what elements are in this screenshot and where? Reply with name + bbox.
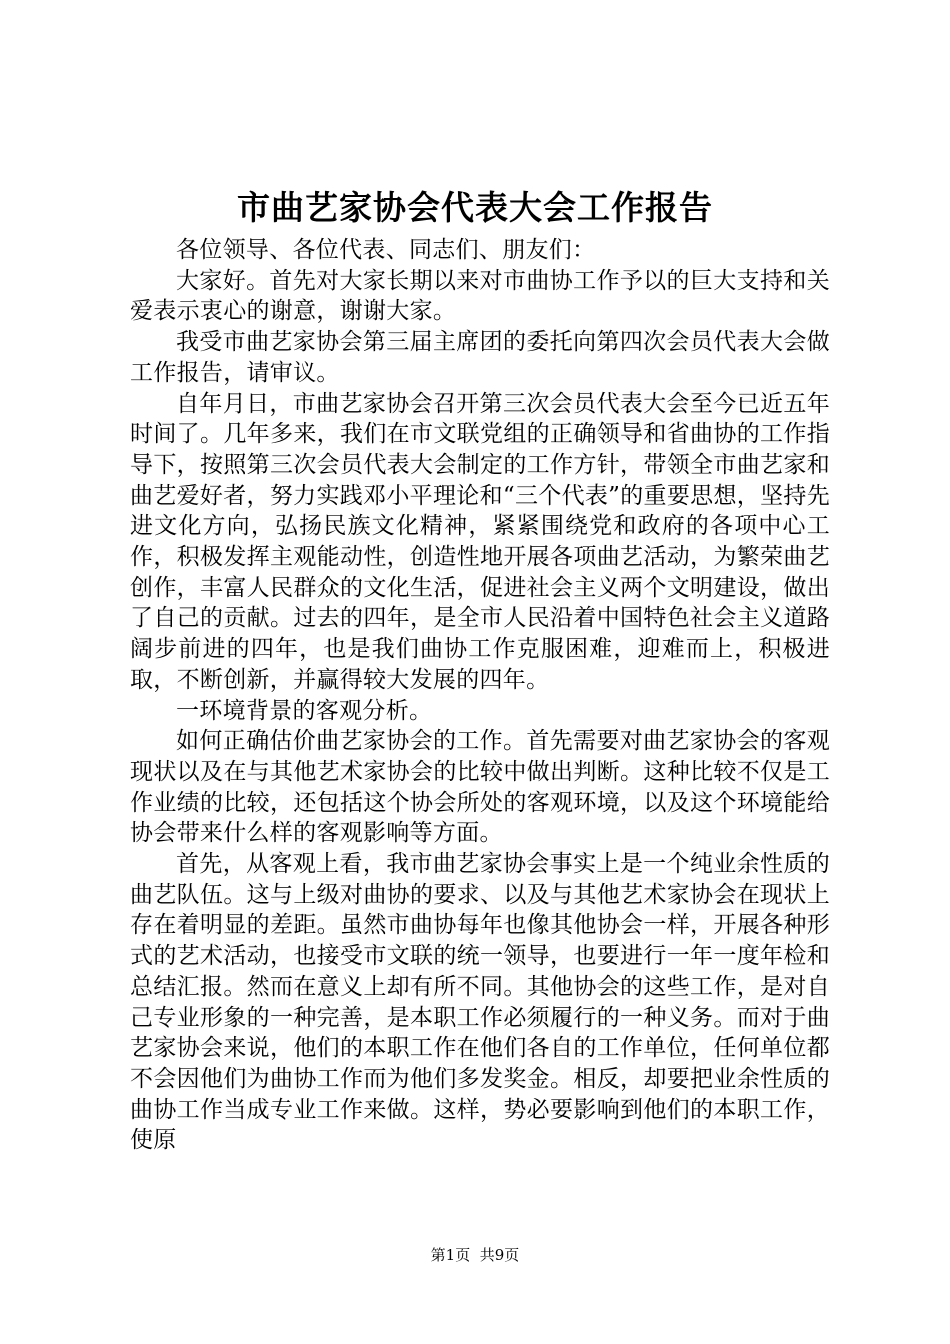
footer-spacer — [470, 1246, 480, 1264]
document-title: 市曲艺家协会代表大会工作报告 — [237, 188, 713, 227]
paragraph: 自年月日，市曲艺家协会召开第三次会员代表大会至今已近五年时间了。几年多来，我们在市文联党组的正确领导和省曲协的工作指导下，按照第三次会员代表大会制定的工作方针，带领全市曲艺家和曲艺爱好者，努力实践邓小平理论和“三个代表”的重要思想，坚持先进文化方向，弘扬民族文化精神，紧紧围绕党和政府的各项中心工作，积极发挥主观能动性，创造性地开展各项曲艺活动，为繁荣曲艺创作，丰富人民群众的文化生活，促进社会主义两个文明建设，做出了自己的贡献。过去的四年，是全市人民沿着中国特色社会主义道路阔步前进的四年，也是我们曲协工作克服困难，迎难而上，积极进取，不断创新，并赢得较大发展的四年。 — [130, 390, 830, 693]
page-number: 第1页 — [430, 1246, 471, 1264]
document-body — [130, 235, 830, 1156]
paragraph: 如何正确估价曲艺家协会的工作。首先需要对曲艺家协会的客观现状以及在与其他艺术家协会的比较中做出判断。这种比较不仅是工作业绩的比较，还包括这个协会所处的客观环境，以及这个环境能给协会带来什么样的客观影响等方面。 — [130, 728, 830, 847]
paragraph: 首先，从客观上看，我市曲艺家协会事实上是一个纯业余性质的曲艺队伍。这与上级对曲协的要求、以及与其他艺术家协会在现状上存在着明显的差距。虽然市曲协每年也像其他协会一样，开展各种形式的艺术活动，也接受市文联的统一领导，也要进行一年一度年检和总结汇报。然而在意义上却有所不同。其他协会的这些工作，是对自己专业形象的一种完善，是本职工作必须履行的一种义务。而对于曲艺家协会来说，他们的本职工作在他们各自的工作单位，任何单位都不会因他们为曲协工作而为他们多发奖金。相反，却要把业余性质的曲协工作当成专业工作来做。这样，势必要影响到他们的本职工作，使原 — [130, 851, 830, 1154]
page-total: 共9页 — [479, 1246, 520, 1264]
paragraph: 大家好。首先对大家长期以来对市曲协工作予以的巨大支持和关爱表示衷心的谢意，谢谢大家。 — [130, 267, 830, 325]
paragraph: 我受市曲艺家协会第三届主席团的委托向第四次会员代表大会做工作报告，请审议。 — [130, 329, 830, 386]
paragraph-salutation: 各位领导、各位代表、同志们、朋友们： — [176, 237, 596, 263]
page-footer — [0, 1245, 950, 1265]
section-heading: 一环境背景的客观分析。 — [176, 697, 433, 724]
